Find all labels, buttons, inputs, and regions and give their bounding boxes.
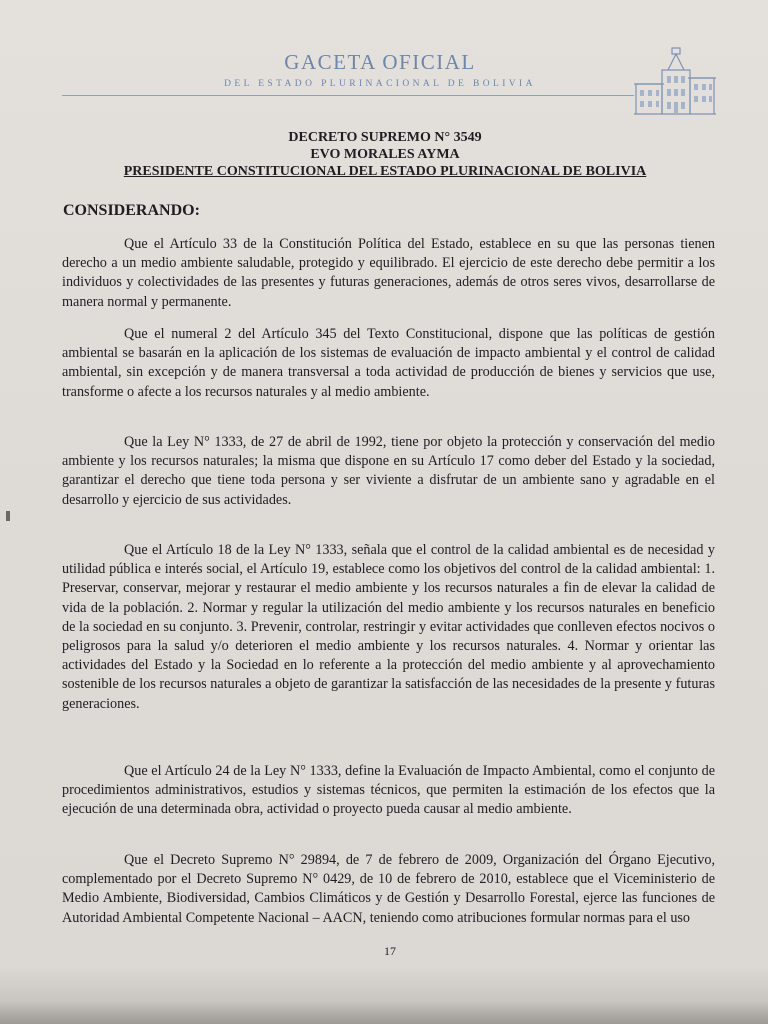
gazette-title: GACETA OFICIAL bbox=[284, 50, 476, 74]
paragraph: Que el numeral 2 del Artículo 345 del Texto Constitucional, dispone que las políticas de gestión ambiental se basarán en la aplicación de los sistemas de evaluación de impacto ambiental y el control de calidad ambiental, sin excepción y de manera transversal a toda actividad de producción de bienes y servicios que use, transforme o afecte a los recursos naturales y al medio ambiente. bbox=[62, 326, 715, 400]
masthead-rule bbox=[62, 95, 634, 96]
paragraph: Que el Decreto Supremo N° 29894, de 7 de febrero de 2009, Organización del Órgano Ejecutivo, complementado por el Decreto Supremo N° 0429, de 10 de febrero de 2010, establece que el Viceministerio de Medio Ambiente, Biodiversidad, Cambios Climáticos y de Gestión y Desarrollo Forestal, ejerce las funciones de Autoridad Ambiental Competente Nacional – AACN, teniendo como atribuciones formular normas para el uso bbox=[62, 852, 715, 926]
president-name: EVO MORALES AYMA bbox=[310, 147, 460, 162]
page-number: 17 bbox=[384, 944, 396, 958]
scan-artifact bbox=[6, 511, 10, 521]
paragraph: Que el Artículo 18 de la Ley N° 1333, señala que el control de la calidad ambiental es de necesidad y utilidad pública e interés social, el Artículo 19, establece como los objetivos del control de la calidad ambiental: 1. Preservar, conservar, mejorar y restaurar el medio ambiente y los recursos naturales a fin de elevar la calidad de vida de la población. 2. Normar y regular la utilización del medio ambiente y los recursos naturales en beneficio de la sociedad en su conjunto. 3. Prevenir, controlar, restringir y evitar actividades que conlleven efectos nocivos o peligrosos para la salud y/o deterioren el medio ambiente y los recursos naturales. 4. Normar y orientar las actividades del Estado y la Sociedad en lo referente a la protección del medio ambiente y al aprovechamiento sostenible de los recursos naturales a objeto de garantizar la satisfacción de las necesidades de la presente y futuras generaciones. bbox=[62, 542, 715, 712]
gazette-subtitle: DEL ESTADO PLURINACIONAL DE BOLIVIA bbox=[224, 79, 536, 89]
paragraph: Que el Artículo 33 de la Constitución Política del Estado, establece en su que las personas tienen derecho a un medio ambiente saludable, protegido y equilibrado. El ejercicio de este derecho debe permitir a los individuos y colectividades de las presentes y futuras generaciones, además de otros seres vivos, desarrollarse de manera normal y permanente. bbox=[62, 236, 715, 310]
paragraph: Que el Artículo 24 de la Ley N° 1333, define la Evaluación de Impacto Ambiental, como el conjunto de procedimientos administrativos, estudios y sistemas técnicos, que permiten la estimación de los efectos que la ejecución de una determinada obra, actividad o proyecto pueda causar al medio ambiente. bbox=[62, 763, 715, 818]
decree-number: DECRETO SUPREMO N° 3549 bbox=[288, 130, 482, 145]
scan-shadow bbox=[0, 966, 768, 1024]
government-building-icon bbox=[632, 44, 718, 118]
paragraph: Que la Ley N° 1333, de 27 de abril de 1992, tiene por objeto la protección y conservación del medio ambiente y los recursos naturales; la misma que dispone en su Artículo 17 como deber del Estado y la sociedad, garantizar el derecho que tiene toda persona y ser viviente a disfrutar de un ambiente sano y agradable en el desarrollo y ejercicio de sus actividades. bbox=[62, 434, 715, 508]
president-title: PRESIDENTE CONSTITUCIONAL DEL ESTADO PLURINACIONAL DE BOLIVIA bbox=[123, 164, 647, 179]
section-heading: CONSIDERANDO: bbox=[63, 202, 200, 219]
